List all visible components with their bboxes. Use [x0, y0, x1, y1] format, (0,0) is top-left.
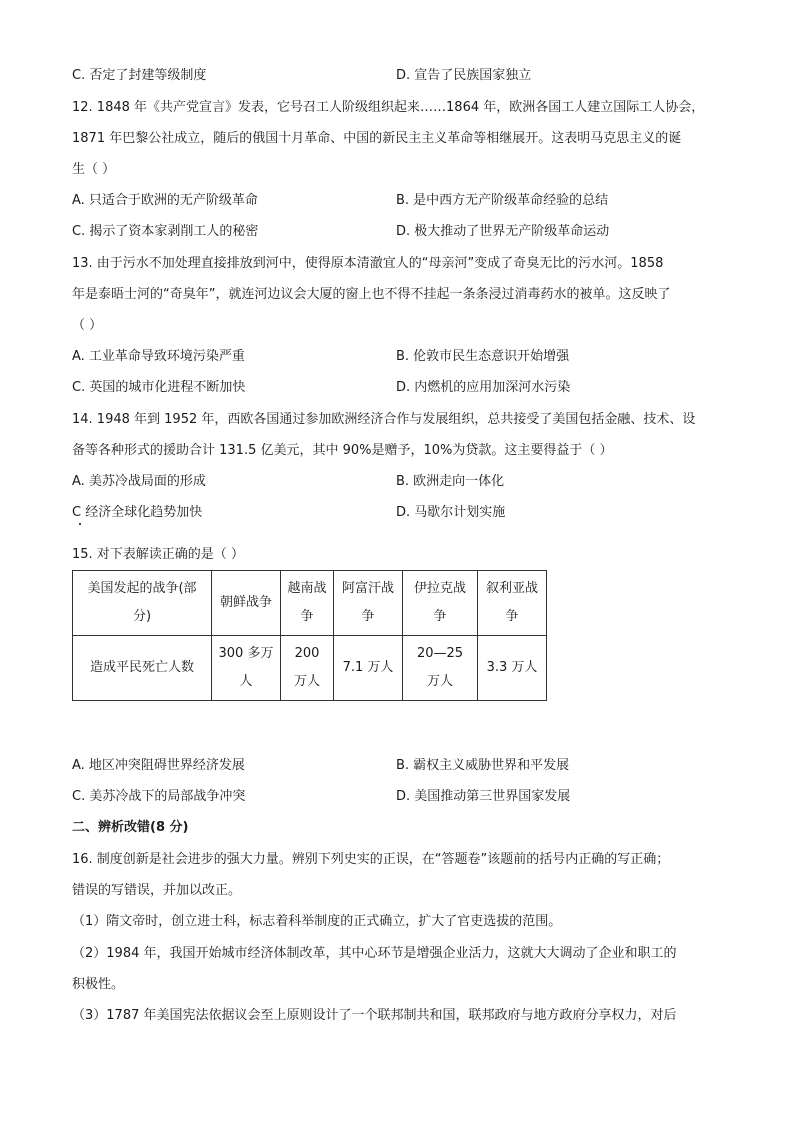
table-header-cell: 叙利亚战争: [478, 571, 547, 636]
q13-options-row1: [72, 347, 732, 367]
q14-options-row1: [72, 472, 732, 492]
q13-option-b: B. 伦敦市民生态意识开始增强: [396, 349, 570, 364]
table-cell: 300 多万人: [212, 636, 281, 701]
q12-stem-line2: 1871 年巴黎公社成立，随后的俄国十月革命、中国的新民主主义革命等相继展开。这表明马克思主义的诞: [72, 131, 682, 146]
table-row: [73, 636, 547, 701]
q16-stem-line2: 错误的写错误，并加以改正。: [72, 883, 242, 898]
table-cell: 3.3 万人: [478, 636, 547, 701]
q12-option-b: B. 是中西方无产阶级革命经验的总结: [396, 193, 609, 208]
q15-option-a: A. 地区冲突阻碍世界经济发展: [72, 758, 245, 773]
q12-options-row1: [72, 191, 732, 211]
q13-stem-line2: 年是泰晤士河的“奇臭年”，就连河边议会大厦的窗上也不得不挂起一条条浸过消毒药水的被单。这反映了: [72, 287, 671, 302]
q14-options-row2: [72, 503, 732, 523]
q12-stem-line3: 生（ ）: [72, 162, 116, 177]
q12-option-a: A. 只适合于欧洲的无产阶级革命: [72, 193, 258, 208]
section-title: 二、辨析改错(8 分): [72, 820, 189, 835]
q12-options-row2: [72, 222, 732, 242]
q13-stem-line3: （ ）: [72, 318, 103, 333]
q16-item-2-line2: 积极性。: [72, 977, 125, 992]
table-header-cell: 越南战争: [281, 571, 334, 636]
war-casualties-table: [72, 570, 547, 701]
q11-option-d: D. 宣告了民族国家独立: [396, 68, 532, 83]
q16-item-3: （3）1787 年美国宪法依据议会至上原则设计了一个联邦制共和国，联邦政府与地方政府分享权力，对后: [72, 1008, 677, 1023]
q14-option-a: A. 美苏冷战局面的形成: [72, 474, 206, 489]
table-cell: 20—25 万人: [403, 636, 478, 701]
q14-option-c: C 经济全球化趋势加快: [72, 505, 203, 520]
q13-option-d: D. 内燃机的应用加深河水污染: [396, 380, 571, 395]
table-header-cell: 伊拉克战争: [403, 571, 478, 636]
q12-stem-line1: 12. 1848 年《共产党宣言》发表，它号召工人阶级组织起来……1864 年，欧洲各国工人建立国际工人协会，: [72, 100, 705, 115]
table-cell: 造成平民死亡人数: [73, 636, 212, 701]
q15-option-d: D. 美国推动第三世界国家发展: [396, 789, 571, 804]
q11-options-row: [72, 66, 732, 86]
q15-option-c: C. 美苏冷战下的局部战争冲突: [72, 789, 246, 804]
q16-item-2-line1: （2）1984 年，我国开始城市经济体制改革，其中心环节是增强企业活力，这就大大调动了企业和职工的: [72, 946, 677, 961]
q13-option-a: A. 工业革命导致环境污染严重: [72, 349, 245, 364]
q15-options-row2: [72, 787, 732, 807]
table-header-cell: 朝鲜战争: [212, 571, 281, 636]
q15-option-b: B. 霸权主义威胁世界和平发展: [396, 758, 570, 773]
q15-options-row1: [72, 756, 732, 776]
q12-option-d: D. 极大推动了世界无产阶级革命运动: [396, 224, 610, 239]
q12-option-c: C. 揭示了资本家剥削工人的秘密: [72, 224, 259, 239]
q14-stem-line2: 备等各种形式的援助合计 131.5 亿美元，其中 90%是赠予，10%为贷款。这主要得益于（ ）: [72, 443, 613, 458]
q14-stem-line1: 14. 1948 年到 1952 年，西欧各国通过参加欧洲经济合作与发展组织，总共接受了美国包括金融、技术、设: [72, 412, 696, 427]
q13-option-c: C. 英国的城市化进程不断加快: [72, 380, 246, 395]
table-cell: 7.1 万人: [334, 636, 403, 701]
q14-option-d: D. 马歇尔计划实施: [396, 505, 506, 520]
stray-dot-mark: [79, 523, 81, 525]
q14-option-b: B. 欧洲走向一体化: [396, 474, 505, 489]
q16-stem-line1: 16. 制度创新是社会进步的强大力量。辨别下列史实的正误，在“答题卷”该题前的括号内正确的写正确；: [72, 852, 670, 867]
table-header-cell: 阿富汗战争: [334, 571, 403, 636]
q15-stem: 15. 对下表解读正确的是（ ）: [72, 547, 244, 562]
q13-stem-line1: 13. 由于污水不加处理直接排放到河中，使得原本清澈宜人的“母亲河”变成了奇臭无比的污水河。1858: [72, 256, 664, 271]
table-header-cell: 美国发起的战争(部分): [73, 571, 212, 636]
q11-option-c: C. 否定了封建等级制度: [72, 68, 207, 83]
q16-item-1: （1）隋文帝时，创立进士科，标志着科举制度的正式确立，扩大了官吏选拔的范围。: [72, 914, 562, 929]
table-header-row: [73, 571, 547, 636]
table-cell: 200 万人: [281, 636, 334, 701]
q13-options-row2: [72, 378, 732, 398]
